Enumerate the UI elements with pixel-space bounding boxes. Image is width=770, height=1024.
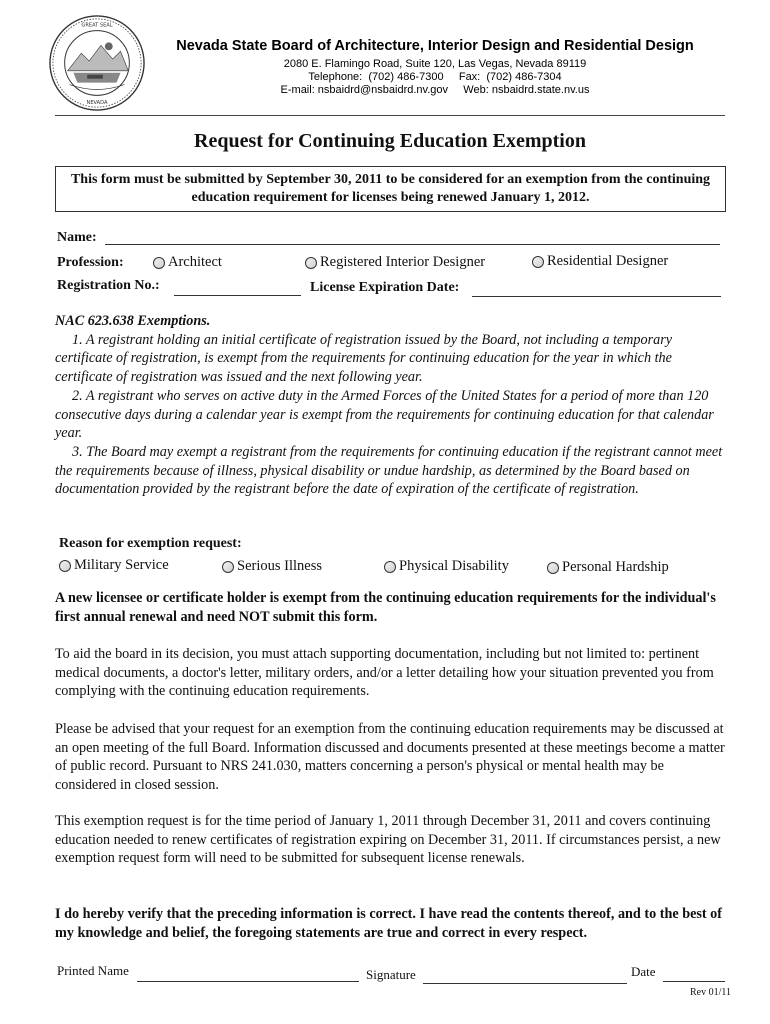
reason-disability-radio[interactable] (384, 558, 509, 575)
date-field[interactable] (663, 981, 725, 982)
nac-item-3: 3. The Board may exempt a registrant from the requirements for continuing education if the registrant cannot meet the requirements because of illness, physical disability or undue hardship, as determined by the Board based on documentation provided by the registrant before the date of expiration of the certificate of registration. (55, 443, 723, 498)
board-email-web: E-mail: nsbaidrd@nsbaidrd.nv.gov Web: nsbaidrd.state.nv.us (280, 84, 590, 96)
reason-military-label: Military Service (74, 557, 169, 573)
date-label: Date (631, 964, 656, 979)
svg-text:GREAT SEAL: GREAT SEAL (81, 22, 113, 29)
header-divider (55, 115, 725, 116)
nac-item-1: 1. A registrant holding an initial certificate of registration issued by the Board, not including a temporary certificate of registration, is exempt from the requirements for continuing education for the year in which the certificate of registration was issued and the next following year. (55, 331, 673, 386)
registration-label: Registration No.: (57, 278, 160, 293)
printed-name-field[interactable] (137, 981, 359, 982)
radio-circle-icon (153, 257, 165, 269)
board-phone-fax: Telephone: (702) 486-7300 Fax: (702) 486-7304 (308, 71, 562, 83)
nac-heading: NAC 623.638 Exemptions. (55, 313, 211, 329)
svg-text:NEVADA: NEVADA (86, 100, 108, 107)
profession-residential-designer-label: Residential Designer (547, 253, 669, 269)
profession-architect-radio[interactable] (153, 254, 222, 271)
nac-exemptions (55, 312, 725, 499)
radio-circle-icon (384, 561, 396, 573)
reason-illness-label: Serious Illness (237, 558, 322, 574)
public-record-paragraph: Please be advised that your request for an exemption from the continuing education requirements may be discussed at an open meeting of the full Board. Information discussed and documents presented at these meetings become a matter of public record. Pursuant to NRS 241.030, matters concerning a person's physical or mental health may be considered in closed session. (55, 721, 725, 793)
signature-label: Signature (366, 967, 416, 982)
reason-illness-radio[interactable] (222, 558, 322, 575)
form-title: Request for Continuing Education Exemption (194, 130, 586, 152)
name-label: Name: (57, 230, 97, 245)
expiration-label: License Expiration Date: (310, 280, 460, 295)
radio-circle-icon (305, 257, 317, 269)
nac-item-2: 2. A registrant who serves on active duty in the Armed Forces of the United States for a period of more than 120 consecutive days during a calendar year is exempt from the requirements for continuing education for that calendar year. (55, 387, 714, 442)
new-licensee-notice: A new licensee or certificate holder is exempt from the continuing education requirements for the individual's first annual renewal and need NOT submit this form. (55, 590, 716, 625)
nevada-state-seal (48, 14, 146, 112)
profession-interior-designer-label: Registered Interior Designer (320, 254, 486, 270)
signature-field[interactable] (423, 983, 627, 984)
time-period-paragraph: This exemption request is for the time period of January 1, 2011 through December 31, 2011 and covers continuing education needed to renew certificates of registration expiring on December 31, 2011. If circumstances persist, a new exemption request form will need to be submitted for subsequent license renewals. (55, 813, 721, 867)
reason-label: Reason for exemption request: (59, 536, 242, 551)
board-title: Nevada State Board of Architecture, Interior Design and Residential Design (176, 38, 694, 54)
expiration-field[interactable] (472, 296, 721, 297)
documentation-paragraph: To aid the board in its decision, you must attach supporting documentation, including but not limited to: pertinent medical documents, a doctor's letter, military orders, and/or a letter detailing how your situation prevented you from complying with the continuing education requirements. (55, 646, 714, 700)
name-field[interactable] (105, 244, 720, 245)
profession-label: Profession: (57, 255, 124, 270)
printed-name-label: Printed Name (57, 963, 129, 978)
reason-hardship-radio[interactable] (547, 559, 669, 576)
board-address: 2080 E. Flamingo Road, Suite 120, Las Vegas, Nevada 89119 (283, 58, 587, 70)
profession-residential-designer-radio[interactable] (532, 253, 668, 270)
deadline-notice: This form must be submitted by September 30, 2011 to be considered for an exemption from the continuing education requirement for licenses being renewed January 1, 2012. (55, 166, 726, 212)
radio-circle-icon (222, 561, 234, 573)
reason-disability-label: Physical Disability (399, 558, 509, 574)
reason-hardship-label: Personal Hardship (562, 559, 669, 575)
registration-field[interactable] (174, 295, 301, 296)
reason-military-radio[interactable] (59, 557, 169, 574)
radio-circle-icon (532, 256, 544, 268)
profession-interior-designer-radio[interactable] (305, 254, 485, 271)
profession-architect-label: Architect (168, 254, 222, 270)
revision-label: Rev 01/11 (690, 987, 732, 998)
radio-circle-icon (59, 560, 71, 572)
radio-circle-icon (547, 562, 559, 574)
verification-statement: I do hereby verify that the preceding information is correct. I have read the contents thereof, and to the best of my knowledge and belief, the foregoing statements are true and correct in every respect. (55, 906, 722, 941)
